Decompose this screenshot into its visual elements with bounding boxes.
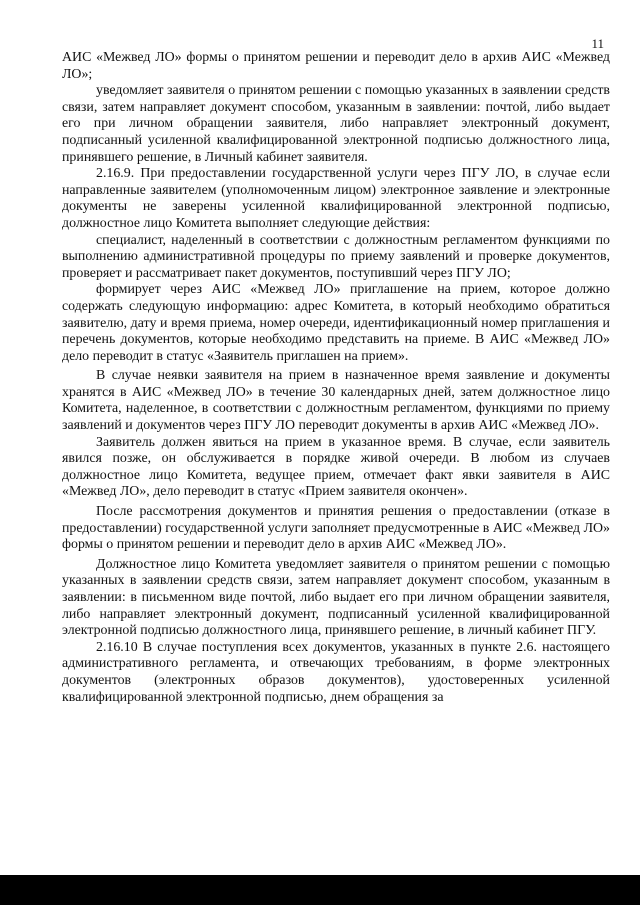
scan-bottom-edge bbox=[0, 875, 640, 905]
paragraph-10: 2.16.10 В случае поступления всех документов, указанных в пункте 2.6. настоящего административного регламента, и отвечающих требованиям, в форме электронных документов (электронных образов документов), удостоверенных усиленной квалифицированной электронной подписью, днем обращения за bbox=[62, 639, 610, 705]
paragraph-2: уведомляет заявителя о принятом решении с помощью указанных в заявлении средств связи, затем направляет документ способом, указанным в заявлении: почтой, либо выдает его при личном обращении заявителя, либо направляет электронный документ, подписанный усиленной квалифицированной электронной подписью должностного лица, принявшего решение, в Личный кабинет заявителя. bbox=[62, 83, 610, 165]
paragraph-4: специалист, наделенный в соответствии с должностным регламентом функциями по выполнению административной процедуры по приему заявлений и проверке документов, проверяет и рассматривает пакет документов, поступивший через ПГУ ЛО; bbox=[62, 232, 610, 281]
page-number: 11 bbox=[591, 36, 604, 51]
document-body bbox=[62, 50, 610, 706]
paragraph-3: 2.16.9. При предоставлении государственной услуги через ПГУ ЛО, в случае если направленные заявителем (уполномоченным лицом) электронное заявление и электронные документы не заверены усиленной квалифицированной электронной подписью, должностное лицо Комитета выполняет следующие действия: bbox=[62, 166, 610, 231]
paragraph-8: После рассмотрения документов и принятия решения о предоставлении (отказе в предоставлении) государственной услуги заполняет предусмотренные в АИС «Межвед ЛО» формы о принятом решении и переводит дело в архив АИС «Межвед ЛО». bbox=[62, 504, 610, 553]
paragraph-9: Должностное лицо Комитета уведомляет заявителя о принятом решении с помощью указанных в заявлении средств связи, затем направляет документ способом, указанным в заявлении: в письменном виде почтой, либо выдает его при личном обращении заявителя, либо направляет электронный документ, подписанный усиленной квалифицированной электронной подписью должностного лица, принявшего решение, в личный кабинет ПГУ. bbox=[62, 556, 610, 639]
paragraph-6: В случае неявки заявителя на прием в назначенное время заявление и документы хранятся в АИС «Межвед ЛО» в течение 30 календарных дней, затем должностное лицо Комитета, наделенное, в соответствии с должностным регламентом, функциями по приему заявлений и документов через ПГУ ЛО переводит документы в архив АИС «Межвед ЛО». bbox=[62, 368, 610, 434]
paragraph-7: Заявитель должен явиться на прием в указанное время. В случае, если заявитель явился позже, он обслуживается в порядке живой очереди. В любом из случаев должностное лицо Комитета, ведущее прием, отмечает факт явки заявителя в АИС «Межвед ЛО», дело переводит в статус «Прием заявителя окончен». bbox=[62, 434, 610, 500]
paragraph-5: формирует через АИС «Межвед ЛО» приглашение на прием, которое должно содержать следующую информацию: адрес Комитета, в который необходимо обратиться заявителю, дату и время приема, номер очереди, идентификационный номер приглашения и перечень документов, которые необходимо представить на приеме. В АИС «Межвед ЛО» дело переводит в статус «Заявитель приглашен на прием». bbox=[62, 282, 610, 364]
paragraph-1: АИС «Межвед ЛО» формы о принятом решении и переводит дело в архив АИС «Межвед ЛО»; bbox=[62, 50, 610, 82]
